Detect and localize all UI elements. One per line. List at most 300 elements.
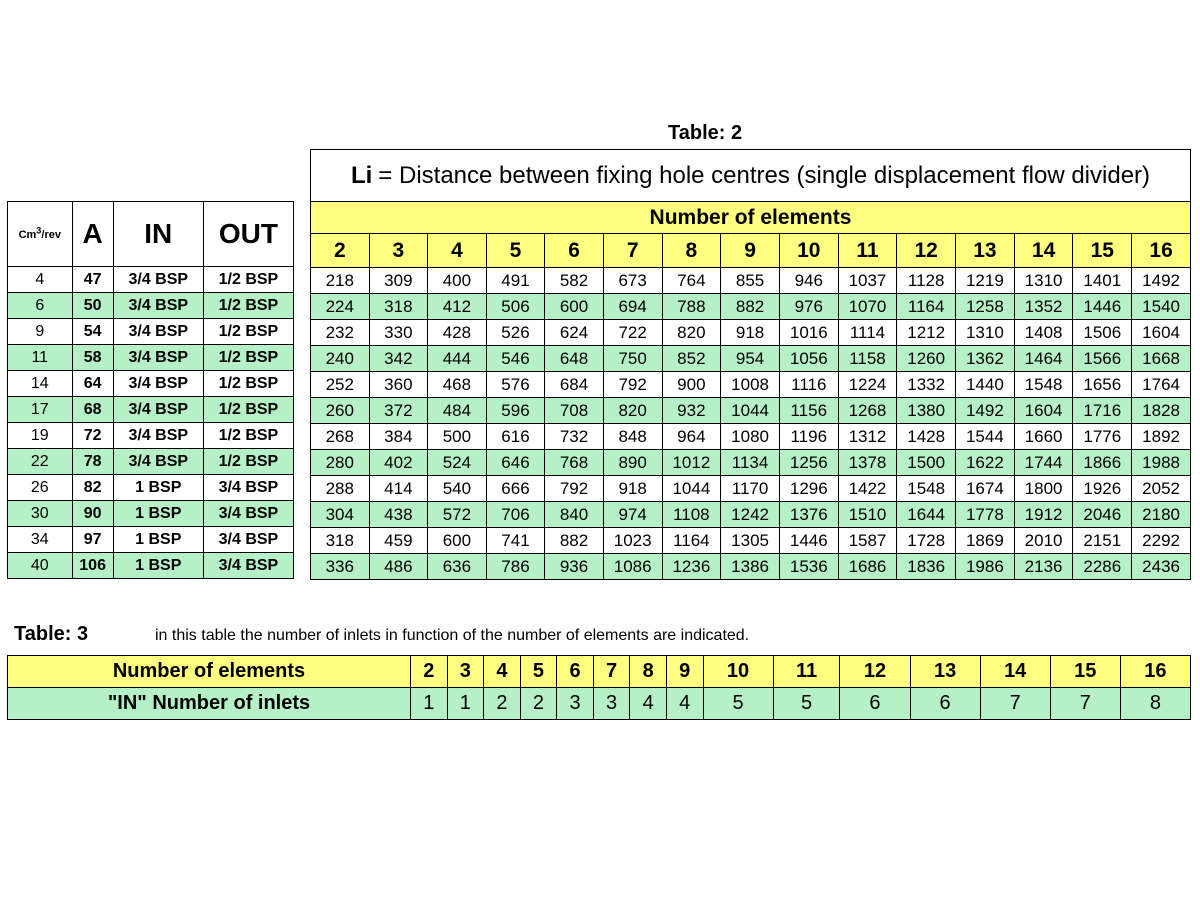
li-cell: 540 [428,476,487,502]
li-cell: 673 [603,268,662,294]
li-cell: 792 [603,372,662,398]
li-cell: 526 [486,320,545,346]
table-row [8,371,294,397]
li-cell: 1986 [956,554,1015,580]
li-cell: 1828 [1132,398,1191,424]
li-cell: 1362 [956,346,1015,372]
li-cell: 2052 [1132,476,1191,502]
a-header: A [72,202,113,267]
out-cell: 3/4 BSP [203,501,293,527]
li-cell: 840 [545,502,604,528]
li-cell: 788 [662,294,721,320]
elements-col-header: 9 [721,234,780,268]
li-cell: 438 [369,502,428,528]
li-cell: 1800 [1014,476,1073,502]
inlets-cell: 5 [703,688,773,720]
a-cell: 68 [72,397,113,423]
li-cell: 1196 [779,424,838,450]
li-cell: 1744 [1014,450,1073,476]
li-cell: 750 [603,346,662,372]
inlets-cell: 3 [557,688,594,720]
in-cell: 3/4 BSP [113,449,203,475]
out-cell: 1/2 BSP [203,397,293,423]
in-cell: 3/4 BSP [113,423,203,449]
table-row [311,554,1191,580]
elements-cell: 7 [593,656,630,688]
inlets-cell: 5 [773,688,840,720]
li-cell: 252 [311,372,370,398]
li-cell: 694 [603,294,662,320]
elements-col-header: 14 [1014,234,1073,268]
li-cell: 1500 [897,450,956,476]
li-cell: 1070 [838,294,897,320]
li-cell: 2136 [1014,554,1073,580]
li-cell: 636 [428,554,487,580]
cm-rev-cell: 17 [8,397,73,423]
li-cell: 1536 [779,554,838,580]
li-cell: 1604 [1132,320,1191,346]
li-cell: 1566 [1073,346,1132,372]
li-cell: 616 [486,424,545,450]
li-cell: 1428 [897,424,956,450]
table-row [311,502,1191,528]
li-cell: 2151 [1073,528,1132,554]
li-cell: 936 [545,554,604,580]
table-row [8,319,294,345]
li-cell: 646 [486,450,545,476]
li-cell: 792 [545,476,604,502]
li-cell: 932 [662,398,721,424]
li-cell: 1716 [1073,398,1132,424]
elements-col-header: 10 [779,234,838,268]
li-cell: 1446 [1073,294,1132,320]
li-cell: 1408 [1014,320,1073,346]
elements-cell: 14 [980,656,1050,688]
li-cell: 1219 [956,268,1015,294]
li-cell: 218 [311,268,370,294]
out-cell: 1/2 BSP [203,423,293,449]
li-cell: 820 [662,320,721,346]
table-row [8,553,294,579]
li-cell: 1224 [838,372,897,398]
li-cell: 1116 [779,372,838,398]
elements-col-header: 8 [662,234,721,268]
li-cell: 1660 [1014,424,1073,450]
li-cell: 360 [369,372,428,398]
li-cell: 1108 [662,502,721,528]
li-cell: 1268 [838,398,897,424]
li-cell: 1422 [838,476,897,502]
li-cell: 820 [603,398,662,424]
table-row [311,398,1191,424]
li-cell: 1164 [897,294,956,320]
li-cell: 506 [486,294,545,320]
li-cell: 1008 [721,372,780,398]
li-cell: 1056 [779,346,838,372]
table-row [311,320,1191,346]
elements-row-label: Number of elements [8,656,411,688]
elements-cell: 6 [557,656,594,688]
elements-cell: 2 [411,656,448,688]
li-cell: 596 [486,398,545,424]
li-cell: 1446 [779,528,838,554]
cm-rev-cell: 14 [8,371,73,397]
li-cell: 288 [311,476,370,502]
li-cell: 304 [311,502,370,528]
li-cell: 1044 [721,398,780,424]
elements-cell: 5 [520,656,557,688]
out-cell: 3/4 BSP [203,553,293,579]
in-cell: 1 BSP [113,527,203,553]
li-cell: 1016 [779,320,838,346]
inlets-cell: 2 [520,688,557,720]
li-cell: 974 [603,502,662,528]
inlets-cell: 6 [840,688,910,720]
a-cell: 50 [72,293,113,319]
li-cell: 1492 [956,398,1015,424]
table-row [8,423,294,449]
li-cell: 572 [428,502,487,528]
a-cell: 72 [72,423,113,449]
inlets-cell: 8 [1120,688,1190,720]
li-cell: 384 [369,424,428,450]
elements-col-header: 5 [486,234,545,268]
table-row [8,267,294,293]
cm-rev-cell: 34 [8,527,73,553]
li-cell: 1912 [1014,502,1073,528]
li-cell: 1310 [1014,268,1073,294]
in-cell: 3/4 BSP [113,293,203,319]
li-description [310,149,1191,202]
li-distance-table [310,201,1191,580]
li-cell: 1674 [956,476,1015,502]
li-cell: 852 [662,346,721,372]
li-cell: 1310 [956,320,1015,346]
li-cell: 1866 [1073,450,1132,476]
li-cell: 722 [603,320,662,346]
li-cell: 1510 [838,502,897,528]
in-cell: 3/4 BSP [113,371,203,397]
table-row [311,450,1191,476]
table3-note: in this table the number of inlets in function of the number of elements are indicated. [155,627,750,644]
elements-cell: 16 [1120,656,1190,688]
li-cell: 624 [545,320,604,346]
cm-rev-cell: 40 [8,553,73,579]
out-cell: 1/2 BSP [203,319,293,345]
in-cell: 3/4 BSP [113,345,203,371]
li-cell: 768 [545,450,604,476]
li-cell: 2046 [1073,502,1132,528]
li-cell: 484 [428,398,487,424]
li-cell: 946 [779,268,838,294]
li-cell: 268 [311,424,370,450]
li-cell: 1352 [1014,294,1073,320]
in-cell: 1 BSP [113,501,203,527]
elements-col-header: 2 [311,234,370,268]
table-row [311,346,1191,372]
inlets-cell: 7 [1050,688,1120,720]
a-cell: 47 [72,267,113,293]
li-cell: 1164 [662,528,721,554]
elements-col-header: 13 [956,234,1015,268]
li-cell: 224 [311,294,370,320]
li-cell: 491 [486,268,545,294]
li-cell: 1548 [897,476,956,502]
li-cell: 918 [721,320,780,346]
cm-rev-cell: 22 [8,449,73,475]
li-cell: 1401 [1073,268,1132,294]
table-row [311,372,1191,398]
table-row [311,476,1191,502]
inlets-cell: 6 [910,688,980,720]
elements-cell: 9 [666,656,703,688]
li-cell: 1134 [721,450,780,476]
li-cell: 2286 [1073,554,1132,580]
cm-rev-cell: 6 [8,293,73,319]
li-cell: 882 [545,528,604,554]
li-cell: 468 [428,372,487,398]
li-cell: 976 [779,294,838,320]
a-cell: 54 [72,319,113,345]
cm-rev-header: Cm$^3$/rev [8,202,73,267]
li-cell: 882 [721,294,780,320]
li-cell: 1587 [838,528,897,554]
li-cell: 1778 [956,502,1015,528]
inlets-cell: 7 [980,688,1050,720]
a-cell: 78 [72,449,113,475]
li-cell: 2010 [1014,528,1073,554]
table3-title: Table: 3 [14,623,89,645]
li-cell: 900 [662,372,721,398]
li-cell: 428 [428,320,487,346]
li-cell: 848 [603,424,662,450]
cm-rev-cell: 11 [8,345,73,371]
a-cell: 58 [72,345,113,371]
li-cell: 546 [486,346,545,372]
li-cell: 732 [545,424,604,450]
li-cell: 964 [662,424,721,450]
li-cell: 1242 [721,502,780,528]
elements-col-header: 4 [428,234,487,268]
li-cell: 684 [545,372,604,398]
table-row [8,449,294,475]
a-cell: 64 [72,371,113,397]
in-cell: 3/4 BSP [113,397,203,423]
out-header: OUT [203,202,293,267]
out-cell: 3/4 BSP [203,527,293,553]
li-cell: 1836 [897,554,956,580]
li-cell: 1037 [838,268,897,294]
li-cell: 708 [545,398,604,424]
li-cell: 582 [545,268,604,294]
cm-rev-cell: 26 [8,475,73,501]
li-cell: 1604 [1014,398,1073,424]
in-cell: 1 BSP [113,475,203,501]
table-row [311,268,1191,294]
li-cell: 1686 [838,554,897,580]
table-row [8,527,294,553]
in-cell: 1 BSP [113,553,203,579]
elements-cell: 4 [484,656,521,688]
li-cell: 890 [603,450,662,476]
inlets-cell: 3 [593,688,630,720]
li-cell: 1305 [721,528,780,554]
li-cell: 666 [486,476,545,502]
elements-col-header: 11 [838,234,897,268]
li-cell: 741 [486,528,545,554]
li-cell: 444 [428,346,487,372]
li-cell: 1114 [838,320,897,346]
li-cell: 1548 [1014,372,1073,398]
out-cell: 1/2 BSP [203,371,293,397]
li-cell: 576 [486,372,545,398]
li-cell: 1776 [1073,424,1132,450]
li-cell: 1332 [897,372,956,398]
li-cell: 400 [428,268,487,294]
elements-col-header: 15 [1073,234,1132,268]
li-cell: 260 [311,398,370,424]
li-cell: 1128 [897,268,956,294]
elements-header: Number of elements [311,202,1191,234]
li-cell: 412 [428,294,487,320]
li-label: Li [350,161,373,189]
li-cell: 1656 [1073,372,1132,398]
li-cell: 1540 [1132,294,1191,320]
elements-col-header: 3 [369,234,428,268]
cm-rev-cell: 4 [8,267,73,293]
li-cell: 918 [603,476,662,502]
li-cell: 459 [369,528,428,554]
out-cell: 1/2 BSP [203,267,293,293]
li-cell: 1080 [721,424,780,450]
inlets-cell: 1 [411,688,448,720]
elements-col-header: 12 [897,234,956,268]
li-cell: 372 [369,398,428,424]
li-cell: 2180 [1132,502,1191,528]
li-cell: 706 [486,502,545,528]
li-cell: 500 [428,424,487,450]
cm-rev-cell: 19 [8,423,73,449]
elements-cell: 8 [630,656,667,688]
in-header: IN [113,202,203,267]
li-cell: 1258 [956,294,1015,320]
elements-col-header: 16 [1132,234,1191,268]
li-cell: 1892 [1132,424,1191,450]
li-cell: 1440 [956,372,1015,398]
li-cell: 600 [428,528,487,554]
li-cell: 280 [311,450,370,476]
li-cell: 318 [311,528,370,554]
li-cell: 1256 [779,450,838,476]
li-cell: 1236 [662,554,721,580]
table-row [311,424,1191,450]
li-cell: 240 [311,346,370,372]
a-cell: 90 [72,501,113,527]
li-cell: 1312 [838,424,897,450]
li-cell: 1644 [897,502,956,528]
li-cell: 855 [721,268,780,294]
in-cell: 3/4 BSP [113,319,203,345]
li-cell: 1728 [897,528,956,554]
elements-cell: 13 [910,656,980,688]
li-cell: 318 [369,294,428,320]
li-cell: 1764 [1132,372,1191,398]
li-cell: 764 [662,268,721,294]
elements-col-header: 7 [603,234,662,268]
li-cell: 402 [369,450,428,476]
li-cell: 524 [428,450,487,476]
inlets-cell: 2 [484,688,521,720]
inlets-cell: 4 [666,688,703,720]
li-cell: 1492 [1132,268,1191,294]
inlets-cell: 4 [630,688,667,720]
inlets-cell: 1 [447,688,484,720]
li-cell: 1296 [779,476,838,502]
table-row [8,475,294,501]
li-cell: 336 [311,554,370,580]
cm-rev-cell: 9 [8,319,73,345]
li-cell: 1869 [956,528,1015,554]
out-cell: 1/2 BSP [203,345,293,371]
elements-cell: 15 [1050,656,1120,688]
table-row [311,528,1191,554]
inlets-row-label: "IN" Number of inlets [8,688,411,720]
li-cell: 1378 [838,450,897,476]
li-cell: 309 [369,268,428,294]
a-cell: 97 [72,527,113,553]
li-cell: 1212 [897,320,956,346]
out-cell: 3/4 BSP [203,475,293,501]
li-cell: 954 [721,346,780,372]
li-cell: 600 [545,294,604,320]
table2-title: Table: 2 [668,122,743,144]
table-row [8,501,294,527]
out-cell: 1/2 BSP [203,449,293,475]
li-cell: 342 [369,346,428,372]
li-cell: 1260 [897,346,956,372]
li-cell: 1376 [779,502,838,528]
table-row [8,345,294,371]
table-row [311,294,1191,320]
li-cell: 1044 [662,476,721,502]
li-cell: 1380 [897,398,956,424]
li-cell: 1086 [603,554,662,580]
li-cell: 1170 [721,476,780,502]
cm-rev-cell: 30 [8,501,73,527]
li-cell: 414 [369,476,428,502]
li-cell: 486 [369,554,428,580]
li-cell: 1156 [779,398,838,424]
li-cell: 1622 [956,450,1015,476]
li-cell: 1506 [1073,320,1132,346]
li-cell: 1926 [1073,476,1132,502]
elements-cell: 12 [840,656,910,688]
elements-cell: 11 [773,656,840,688]
li-text: = Distance between fixing hole centres (single displacement flow divider) [378,161,1151,189]
li-cell: 1544 [956,424,1015,450]
a-cell: 106 [72,553,113,579]
li-cell: 1386 [721,554,780,580]
elements-cell: 3 [447,656,484,688]
elements-col-header: 6 [545,234,604,268]
table-row [8,293,294,319]
li-cell: 1988 [1132,450,1191,476]
li-cell: 1668 [1132,346,1191,372]
li-cell: 1012 [662,450,721,476]
li-cell: 2436 [1132,554,1191,580]
a-cell: 82 [72,475,113,501]
out-cell: 1/2 BSP [203,293,293,319]
